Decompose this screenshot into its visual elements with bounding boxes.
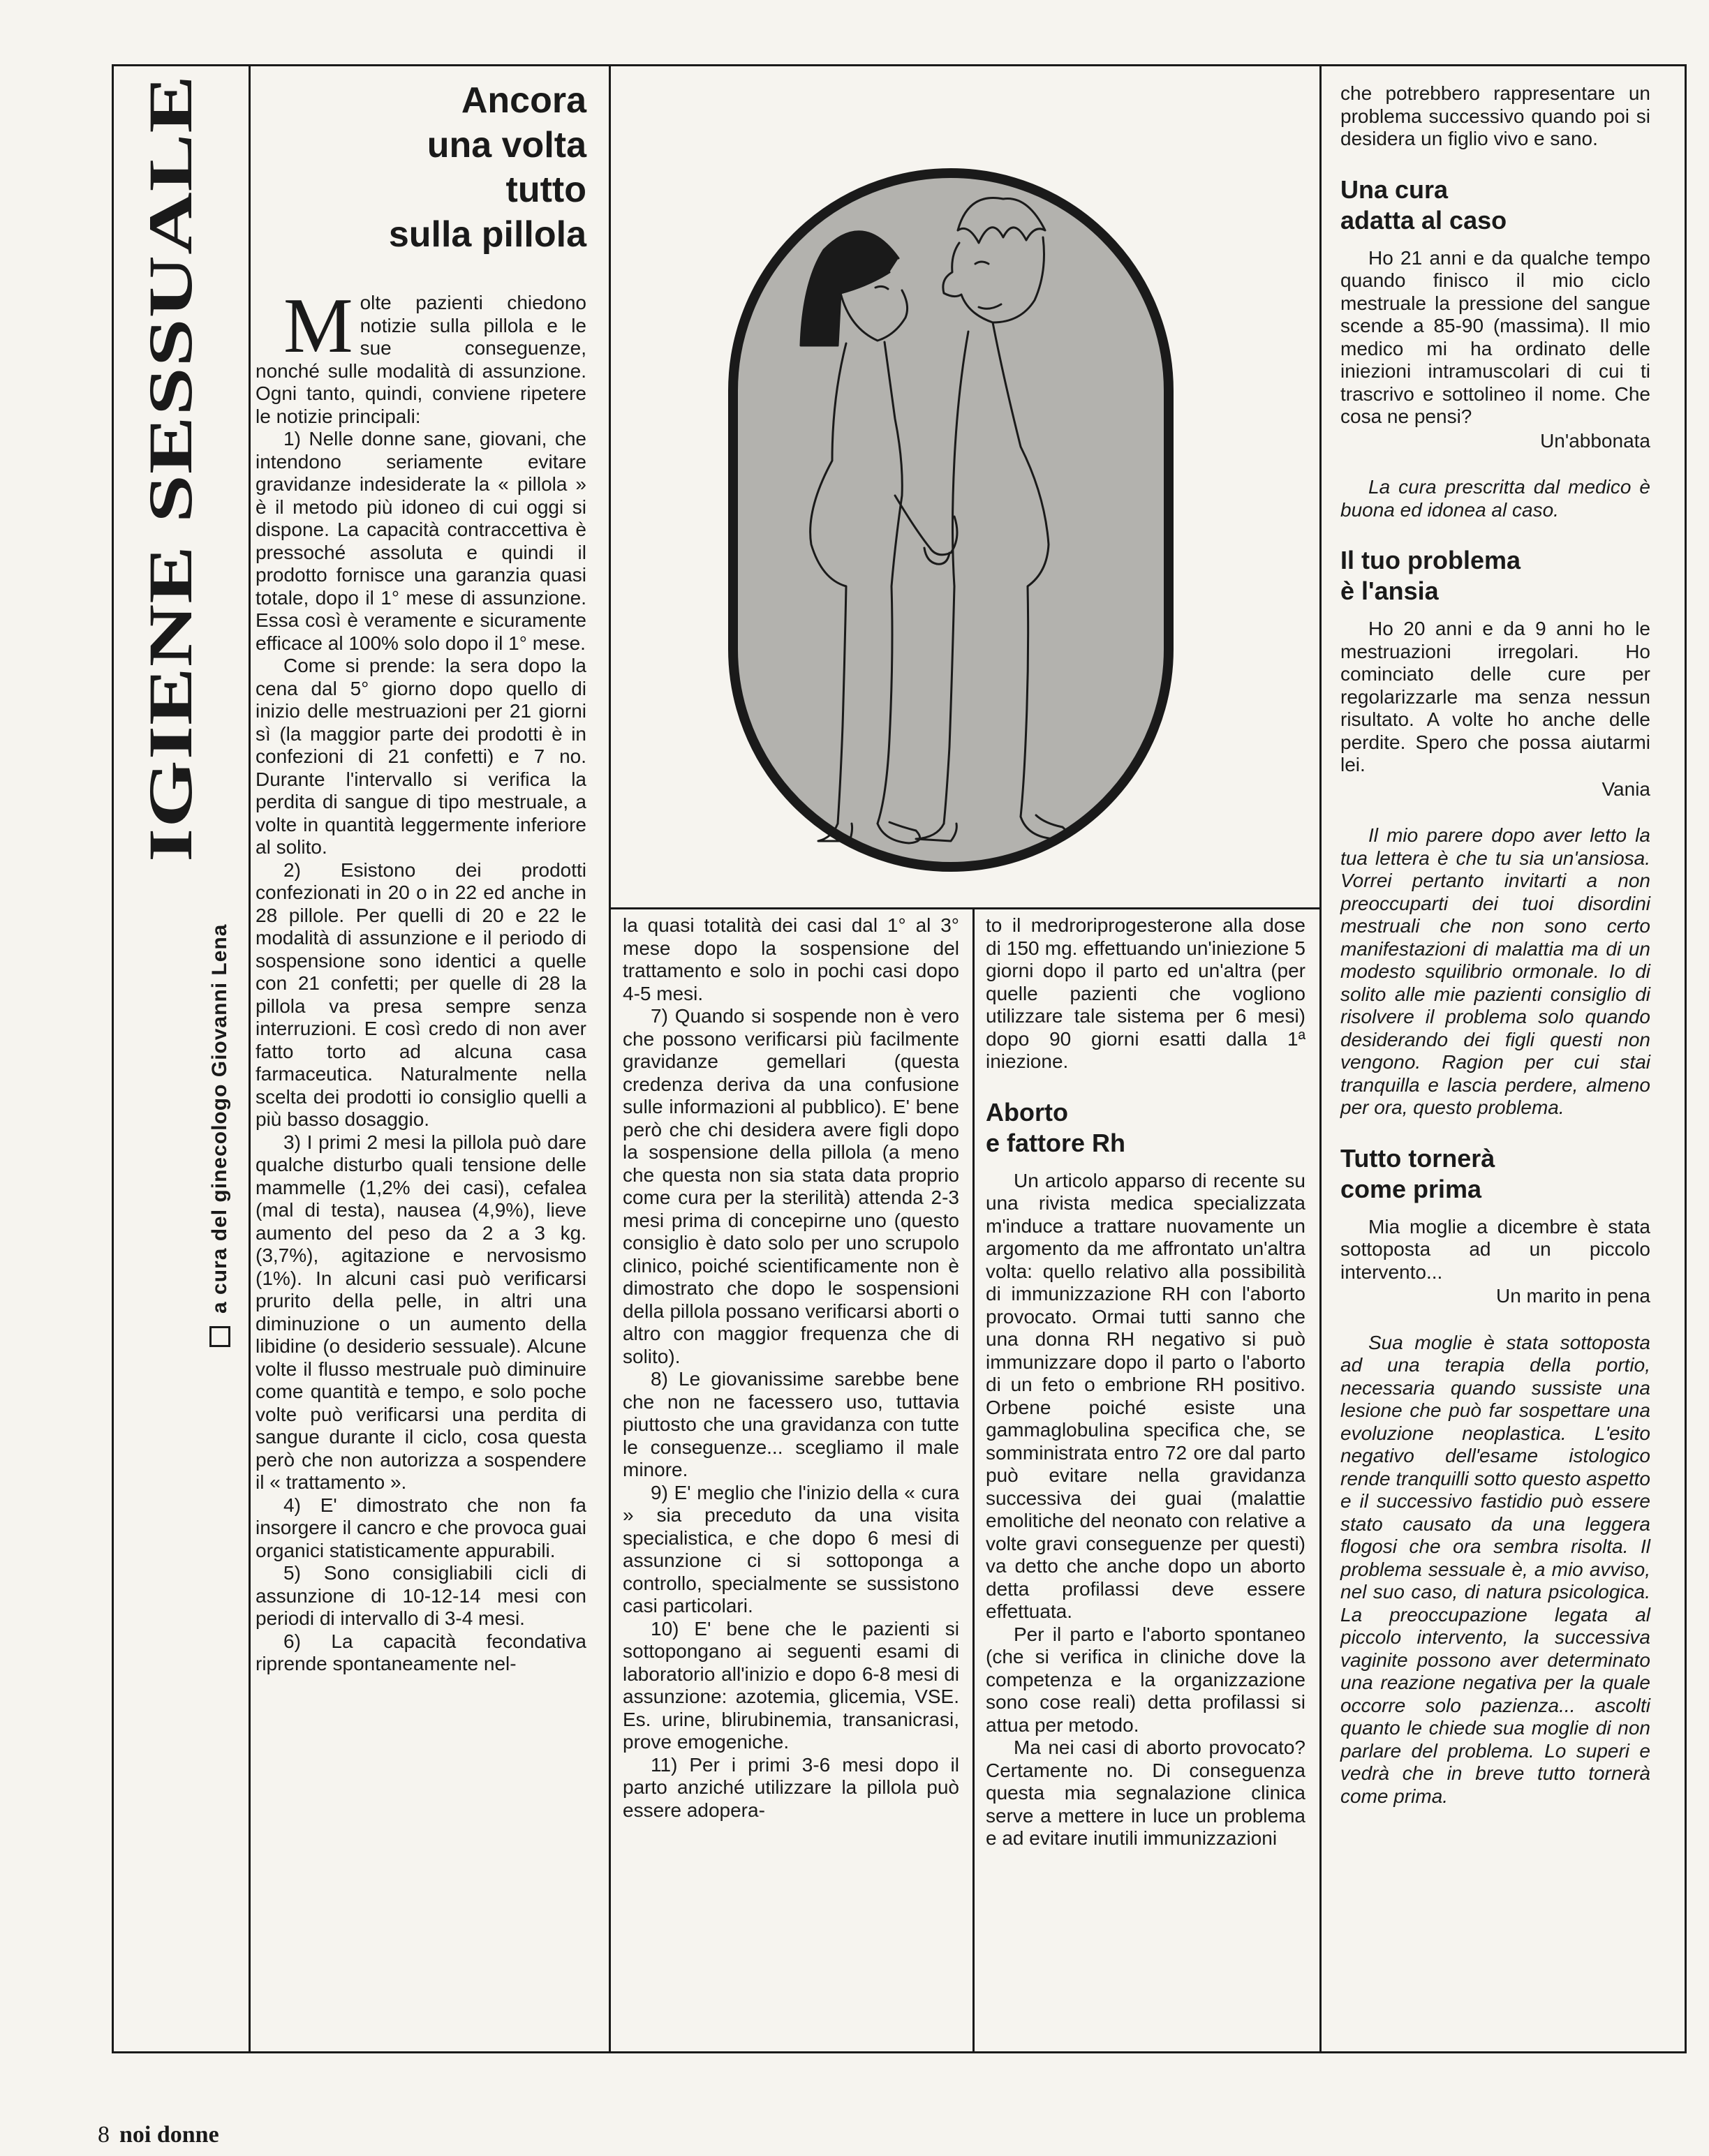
letter-signature: Vania: [1601, 778, 1650, 800]
paragraph: 8) Le giovanissime sarebbe bene che non ne facessero uso, tuttavia piuttosto che una gravidanza con tutte le conseguenze... scegliamo il male minore.: [623, 1368, 959, 1480]
section-title: IGIENE SESSUALE: [135, 74, 205, 862]
column-rule: [249, 64, 251, 2053]
column-rule: [609, 64, 611, 2053]
reader-letter: Mia moglie a dicembre è stata sottoposta ad un piccolo intervento...: [1340, 1215, 1650, 1283]
magazine-name: noi donne: [119, 2122, 219, 2148]
doctor-reply: Sua moglie è stata sottoposta ad una terapia della portio, necessaria quando sussiste una lesione che può far sospettare una evoluzione neoplastica. L'esito negativo dell'esame istologico rende tranquilli sotto questo aspetto e il successivo fastidio può essere stato causato da una leggera flogosi che ora sembra risolta. Il problema sessuale è, a mio avviso, nel suo caso, di natura psicologica. La preoccupazione legata al piccolo intervento, la successiva vaginite possono aver determinato una reazione negativa per la quale occorre solo pazienza... ascolti quanto le chiede sua moglie di non parlare del problema. Lo superi e vedrà che in breve tutto tornerà come prima.: [1340, 1331, 1650, 1807]
paragraph: Un articolo apparso di recente su una rivista medica specializzata m'induce a trattare nuovamente un argomento da me affrontato un'altra volta: quello relativo alla possibilità di immunizzazione RH con l'aborto provocato. Ormai tutti sanno che una donna RH negativo si può immunizzare dopo il parto o l'aborto di un feto o embrione RH positivo. Orbene poiché esiste una gammaglobulina specifica che, se somministrata entro 72 ore dal parto può evitare nella gravidanza successiva dei guai (malattie emolitiche del neonato con relative a volte gravi conseguenze per questi) va detto che anche dopo un aborto detta profilassi deve essere effettuata.: [986, 1169, 1305, 1622]
article-column-3: [986, 914, 1305, 1850]
paragraph: 1) Nelle donne sane, giovani, che intendono seriamente evitare gravidanze indesiderate la « pillola » è il metodo più idoneo di cui oggi si dispone. La capacità contraccettiva è pressoché assoluta e quindi il prodotto fornisce una garanzia quasi totale, dopo il 1° mese di assunzione. Essa così è veramente e sicuramente efficace al 100% solo dopo il 1° mese.: [256, 428, 586, 654]
letters-column: [1340, 82, 1650, 1808]
paragraph: 9) E' meglio che l'inizio della « cura » sia preceduto da una visita specialistica, e che dopo 6 mesi di assunzione ci si sottoponga a controllo, specialmente se sussistono casi particolari.: [623, 1481, 959, 1616]
paragraph: 6) La capacità fecondativa riprende spontaneamente nel-: [256, 1630, 586, 1674]
paragraph: 2) Esistono dei prodotti confezionati in 20 o in 22 ed anche in 28 pillole. Per quelli di 20 e 22 le modalità di assunzione e il periodo di sospensione sono identici a quelle con 21 confetti; per quelle di 28 la pillola va presa sempre senza interruzioni. E così credo di non aver fatto torto ad alcuna casa farmaceutica. Naturalmente nella scelta dei prodotti io consiglio quelli a più basso dosaggio.: [256, 858, 586, 1130]
paragraph: 4) E' dimostrato che non fa insorgere il cancro e che provoca guai organici statisticamente appurabili.: [256, 1494, 586, 1561]
paragraph: la quasi totalità dei casi dal 1° al 3° mese dopo la sospensione del trattamento e solo in pochi casi dopo 4-5 mesi.: [623, 914, 959, 1004]
letter-3-title: Tutto tornerà come prima: [1340, 1143, 1495, 1203]
doctor-reply: Il mio parere dopo aver letto la tua lettera è che tu sia un'ansiosa. Vorrei pertanto invitarti a non preoccuparti dei tuoi disordini mestruali che non sono certo manifestazioni di malattia ma di un modesto squilibrio ormonale. Io di solito alle mie pazienti consiglio di risolvere il problema solo quando desiderando dei figli questi non vengono. Ragion per cui stai tranquilla e lascia perdere, almeno per ora, questo problema.: [1340, 824, 1650, 1118]
paragraph: 7) Quando si sospende non è vero che possono verificarsi più facilmente gravidanze gemellari (questa credenza deriva da una confusione sulle informazioni al pubblico). E' bene però che chi desidera avere figli dopo la sospensione della pillola (a meno che questa non sia stata data proprio come cura per la sterilità) attenda 2-3 mesi prima di concepirne uno (questo consiglio è dato solo per uno scrupolo clinico, poiché scientificamente non è dimostrato che dopo le sospensioni della pillola possano verificarsi aborti o altro con maggior frequenza che di solito).: [623, 1005, 959, 1367]
article-column-1: [256, 283, 586, 1676]
aborto-subheading: Aborto e fattore Rh: [986, 1097, 1126, 1157]
article-headline: Ancora una volta tutto sulla pillola: [388, 80, 586, 255]
paragraph: 5) Sono consigliabili cicli di assunzione di 10-12-14 mesi con periodi di intervallo di 3-4 mesi.: [256, 1562, 586, 1629]
drop-cap: M: [283, 283, 353, 369]
letter-2-title: Il tuo problema è l'ansia: [1340, 546, 1521, 605]
intro-paragraph: Molte pazienti chiedono notizie sulla pillola e le sue conseguenze, nonché sulle modalità di assunzione. Ogni tanto, quindi, conviene ripetere le notizie principali:: [256, 283, 586, 427]
byline: [208, 924, 232, 1347]
byline-text: a cura del ginecologo Giovanni Lena: [208, 923, 231, 1314]
page-footer: [98, 2122, 219, 2148]
byline-box: [209, 1326, 230, 1347]
column-rule: [1319, 64, 1322, 2053]
paragraph: Come si prende: la sera dopo la cena dal 5° giorno dopo quello di inizio delle mestruazioni per 21 giorni sì (la maggior parte dei prodotti è in confezioni di 21 confetti) e 7 no. Durante l'intervallo si verifica la perdita di sangue di tipo mestruale, a volte in quantità leggermente inferiore al solito.: [256, 655, 586, 858]
reader-letter: Ho 20 anni e da 9 anni ho le mestruazioni irregolari. Ho cominciato delle cure per regolarizzarle ma senza nessun risultato. A volte ho anche delle perdite. Spero che possa aiutarmi lei.: [1340, 618, 1650, 775]
paragraph: Ma nei casi di aborto provocato? Certamente no. Di conseguenza questa mia segnalazione clinica serve a mettere in luce un problema e ad evitare inutili immunizzazioni: [986, 1737, 1305, 1849]
paragraph: Per il parto e l'aborto spontaneo (che si verifica in cliniche dove la competenza e la organizzazione sono cose reali) detta profilassi si attua per metodo.: [986, 1623, 1305, 1736]
paragraph: 10) E' bene che le pazienti si sottopongano ai seguenti esami di laboratorio all'inizio e dopo 6-8 mesi di assunzione: azotemia, glicemia, VSE. Es. urine, blirubinemia, transanicrasi, prove emogeniche.: [623, 1617, 959, 1753]
column-rule: [972, 907, 975, 2053]
letter-signature: Un'abbonata: [1540, 429, 1650, 452]
illustration-rule: [609, 907, 1319, 909]
paragraph: to il medroriprogesterone alla dose di 150 mg. effettuando un'iniezione 5 giorni dopo il parto ed un'altra (per quelle pazienti che vogliono utilizzare tale sistema per 6 mesi) dopo 90 giorni esatti dalla 1ª iniezione.: [986, 914, 1305, 1072]
letter-signature: Un marito in pena: [1495, 1285, 1650, 1307]
doctor-reply: La cura prescritta dal medico è buona ed idonea al caso.: [1340, 476, 1650, 521]
page-number: 8: [98, 2122, 110, 2148]
couple-illustration: [727, 168, 1174, 872]
reader-letter: Ho 21 anni e da qualche tempo quando finisco il mio ciclo mestruale la pressione del sangue scende a 85-90 (massima). Il mio medico mi ha ordinato delle iniezioni intramuscolari di cui ti trascrivo e sottolineo il nome. Che cosa ne pensi?: [1340, 246, 1650, 427]
letter-1-title: Una cura adatta al caso: [1340, 174, 1507, 235]
paragraph: che potrebbero rappresentare un problema successivo quando poi si desidera un figlio vivo e sano.: [1340, 82, 1650, 149]
article-column-2: [623, 914, 959, 1822]
paragraph: 3) I primi 2 mesi la pillola può dare qualche disturbo quali tensione delle mammelle (1,2% dei casi), cefalea (mal di testa), nausea (4,9%), lieve aumento del peso da 2 a 3 kg. (3,7%), agitazione e nervosismo (1%). In alcuni casi può verificarsi prurito della pelle, in altri una diminuzione o un aumento della libidine (o desiderio sessuale). Alcune volte il flusso mestruale può diminuire come quantità e tempo, e solo poche volte può verificarsi una perdita di sangue durante il ciclo, cosa questa però che non autorizza a sospendere il « trattamento ».: [256, 1131, 586, 1493]
paragraph: 11) Per i primi 3-6 mesi dopo il parto anziché utilizzare la pillola può essere adopera-: [623, 1753, 959, 1821]
